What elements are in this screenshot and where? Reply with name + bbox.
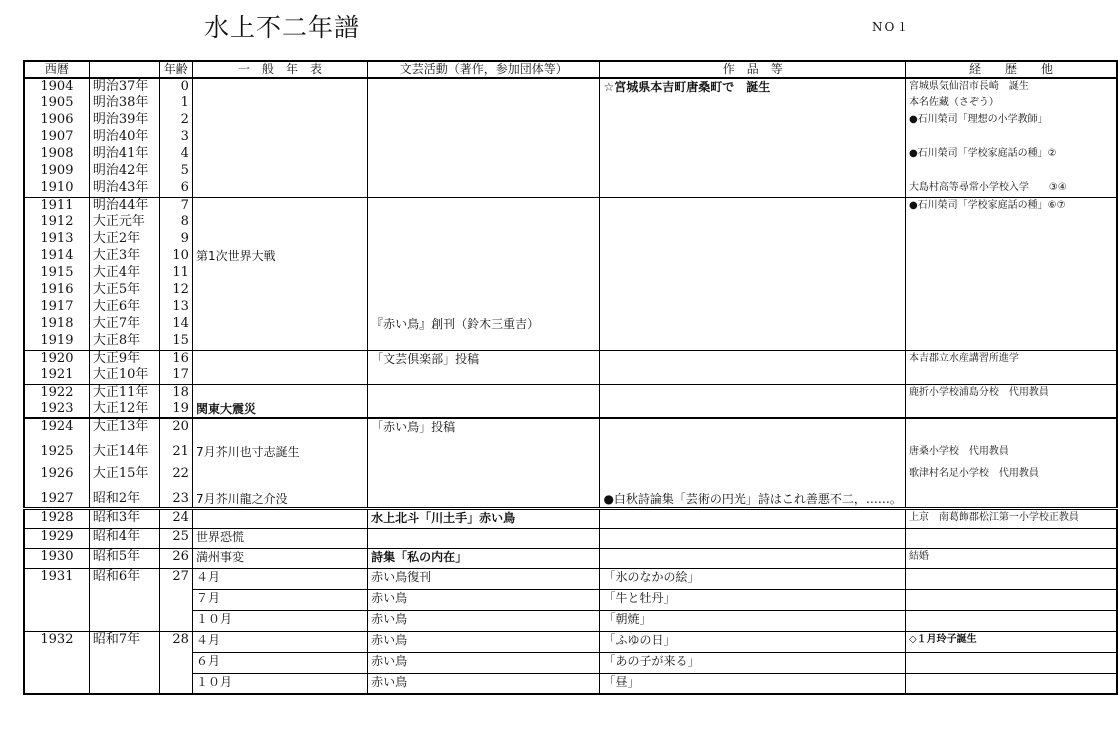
- cell-year: 1928: [24, 508, 89, 528]
- table-row: [24, 460, 1117, 482]
- cell-era: 大正14年: [89, 438, 159, 460]
- cell-era: 大正3年: [89, 248, 159, 265]
- cell-bungei: [368, 197, 600, 214]
- cell-career: [905, 163, 1117, 180]
- cell-works: ☆宮城県本吉町唐桑町で 誕生: [600, 78, 905, 95]
- cell-year: 1906: [24, 112, 89, 129]
- cell-age: 18: [159, 384, 192, 401]
- chronology-table: [23, 60, 1118, 695]
- cell-era: 昭和4年: [89, 528, 159, 548]
- cell-works: [600, 528, 905, 548]
- cell-year: 1913: [24, 231, 89, 248]
- cell-bungei: [368, 112, 600, 129]
- cell-age: 19: [159, 401, 192, 418]
- cell-general: １０月: [192, 610, 367, 631]
- cell-year: 1924: [24, 418, 89, 438]
- cell-year: 1912: [24, 214, 89, 231]
- cell-general: [192, 282, 367, 299]
- cell-year: 1925: [24, 438, 89, 460]
- cell-year: 1909: [24, 163, 89, 180]
- cell-general: [192, 316, 367, 333]
- cell-year: 1932: [24, 631, 89, 694]
- cell-general: [192, 163, 367, 180]
- table-row: [24, 180, 1117, 197]
- header-career: 経 歴 他: [905, 61, 1117, 78]
- cell-works: [600, 367, 905, 384]
- cell-bungei: 赤い鳥: [368, 652, 600, 673]
- cell-year: 1922: [24, 384, 89, 401]
- cell-works: [600, 214, 905, 231]
- cell-bungei: 赤い鳥復刊: [368, 568, 600, 589]
- cell-career: 結婚: [905, 548, 1117, 568]
- cell-era: 明治44年: [89, 197, 159, 214]
- cell-era: 大正元年: [89, 214, 159, 231]
- cell-general: [192, 112, 367, 129]
- cell-career: [905, 418, 1117, 438]
- cell-general: ７月: [192, 589, 367, 610]
- cell-general: [192, 350, 367, 367]
- cell-works: [600, 508, 905, 528]
- cell-works: 「朝焼」: [600, 610, 905, 631]
- cell-works: [600, 129, 905, 146]
- cell-bungei: [368, 163, 600, 180]
- cell-age: 12: [159, 282, 192, 299]
- cell-year: 1923: [24, 401, 89, 418]
- cell-era: 昭和7年: [89, 631, 159, 694]
- table-row: [24, 214, 1117, 231]
- cell-career: [905, 333, 1117, 350]
- cell-general: [192, 384, 367, 401]
- table-row: [24, 146, 1117, 163]
- cell-era: 昭和2年: [89, 482, 159, 508]
- cell-bungei: [368, 231, 600, 248]
- cell-career: [905, 316, 1117, 333]
- cell-bungei: [368, 146, 600, 163]
- cell-era: 大正8年: [89, 333, 159, 350]
- cell-works: [600, 350, 905, 367]
- cell-bungei: 詩集「私の内在」: [368, 548, 600, 568]
- table-row: [24, 548, 1117, 568]
- cell-career: [905, 673, 1117, 694]
- cell-era: 大正4年: [89, 265, 159, 282]
- table-row: [24, 231, 1117, 248]
- cell-era: 大正6年: [89, 299, 159, 316]
- cell-works: [600, 231, 905, 248]
- cell-career: 本吉郡立水産講習所進学: [905, 350, 1117, 367]
- cell-general: ４月: [192, 568, 367, 589]
- cell-age: 25: [159, 528, 192, 548]
- cell-year: 1920: [24, 350, 89, 367]
- cell-year: 1926: [24, 460, 89, 482]
- cell-year: 1907: [24, 129, 89, 146]
- page-title: 水上不二年譜: [204, 13, 361, 42]
- cell-career: [905, 248, 1117, 265]
- cell-era: 大正12年: [89, 401, 159, 418]
- cell-year: 1930: [24, 548, 89, 568]
- cell-bungei: [368, 248, 600, 265]
- cell-bungei: 「赤い鳥」投稿: [368, 418, 600, 438]
- cell-career: [905, 231, 1117, 248]
- cell-bungei: [368, 180, 600, 197]
- cell-bungei: [368, 482, 600, 508]
- table-row: [24, 367, 1117, 384]
- table-row: [24, 631, 1117, 652]
- cell-works: [600, 163, 905, 180]
- cell-bungei: 赤い鳥: [368, 673, 600, 694]
- cell-works: [600, 248, 905, 265]
- table-row: [24, 528, 1117, 548]
- cell-career: [905, 214, 1117, 231]
- cell-bungei: 水上北斗「川土手」赤い鳥: [368, 508, 600, 528]
- cell-general: [192, 231, 367, 248]
- cell-general: ４月: [192, 631, 367, 652]
- cell-works: [600, 316, 905, 333]
- table-row: [24, 384, 1117, 401]
- cell-career: 歌津村名足小学校 代用教員: [905, 460, 1117, 482]
- cell-bungei: 赤い鳥: [368, 589, 600, 610]
- table-row: [24, 401, 1117, 418]
- cell-works: 「あの子が来る」: [600, 652, 905, 673]
- cell-general: １０月: [192, 673, 367, 694]
- cell-era: 大正7年: [89, 316, 159, 333]
- cell-era: 明治42年: [89, 163, 159, 180]
- cell-year: 1904: [24, 78, 89, 95]
- cell-age: 21: [159, 438, 192, 460]
- cell-general: [192, 146, 367, 163]
- cell-age: 5: [159, 163, 192, 180]
- cell-general: 第1次世界大戦: [192, 248, 367, 265]
- cell-age: 28: [159, 631, 192, 694]
- cell-career: [905, 282, 1117, 299]
- cell-year: 1916: [24, 282, 89, 299]
- cell-era: 明治41年: [89, 146, 159, 163]
- cell-works: [600, 460, 905, 482]
- cell-career: 上京 南葛飾郡松江第一小学校正教員: [905, 508, 1117, 528]
- cell-era: 明治43年: [89, 180, 159, 197]
- cell-age: 4: [159, 146, 192, 163]
- cell-age: 24: [159, 508, 192, 528]
- cell-age: 20: [159, 418, 192, 438]
- cell-bungei: [368, 460, 600, 482]
- cell-year: 1910: [24, 180, 89, 197]
- cell-bungei: [368, 214, 600, 231]
- cell-year: 1921: [24, 367, 89, 384]
- table-row: [24, 568, 1117, 589]
- cell-age: 6: [159, 180, 192, 197]
- cell-age: 10: [159, 248, 192, 265]
- cell-general: [192, 214, 367, 231]
- cell-general: [192, 180, 367, 197]
- cell-bungei: [368, 265, 600, 282]
- cell-bungei: [368, 401, 600, 418]
- cell-age: 15: [159, 333, 192, 350]
- cell-general: 世界恐慌: [192, 528, 367, 548]
- cell-works: [600, 95, 905, 112]
- cell-general: [192, 367, 367, 384]
- table-row: [24, 418, 1117, 438]
- cell-bungei: [368, 299, 600, 316]
- header-works: 作 品 等: [600, 61, 905, 78]
- cell-bungei: [368, 367, 600, 384]
- cell-works: [600, 265, 905, 282]
- cell-career: [905, 367, 1117, 384]
- cell-works: [600, 333, 905, 350]
- cell-general: 7月芥川也寸志誕生: [192, 438, 367, 460]
- cell-general: ６月: [192, 652, 367, 673]
- cell-era: 昭和5年: [89, 548, 159, 568]
- cell-bungei: 『赤い鳥』創刊（鈴木三重吉）: [368, 316, 600, 333]
- cell-career: 鹿折小学校浦島分校 代用教員: [905, 384, 1117, 401]
- cell-works: 「昼」: [600, 673, 905, 694]
- cell-career: [905, 610, 1117, 631]
- cell-era: 大正13年: [89, 418, 159, 438]
- header-age: 年齢: [159, 61, 192, 78]
- cell-career: [905, 401, 1117, 418]
- cell-career: [905, 528, 1117, 548]
- cell-era: 明治38年: [89, 95, 159, 112]
- cell-works: [600, 401, 905, 418]
- table-row: [24, 197, 1117, 214]
- cell-works: [600, 180, 905, 197]
- cell-era: 明治39年: [89, 112, 159, 129]
- cell-general: [192, 418, 367, 438]
- cell-age: 9: [159, 231, 192, 248]
- cell-career: [905, 568, 1117, 589]
- cell-works: [600, 146, 905, 163]
- cell-general: [192, 95, 367, 112]
- cell-year: 1927: [24, 482, 89, 508]
- header-bungei: 文芸活動（著作，参加団体等）: [368, 61, 600, 78]
- cell-bungei: [368, 282, 600, 299]
- cell-general: 7月芥川龍之介没: [192, 482, 367, 508]
- cell-works: [600, 548, 905, 568]
- cell-general: 関東大震災: [192, 401, 367, 418]
- cell-career: 大島村高等尋常小学校入学 ③④: [905, 180, 1117, 197]
- cell-career: ●石川榮司「学校家庭話の種」⑥⑦: [905, 197, 1117, 214]
- cell-works: ●白秋詩論集「芸術の円光」詩はこれ善悪不二，……。: [600, 482, 905, 508]
- cell-age: 16: [159, 350, 192, 367]
- cell-career: [905, 482, 1117, 508]
- header-general: 一 般 年 表: [192, 61, 367, 78]
- cell-general: [192, 78, 367, 95]
- cell-year: 1917: [24, 299, 89, 316]
- table-row: [24, 299, 1117, 316]
- cell-general: [192, 265, 367, 282]
- cell-career: 宮城県気仙沼市長崎 誕生 本名佐藏（さぞう）: [905, 78, 1117, 112]
- cell-career: [905, 129, 1117, 146]
- cell-general: [192, 460, 367, 482]
- cell-era: 明治37年: [89, 78, 159, 95]
- table-row: [24, 78, 1117, 95]
- table-row: [24, 163, 1117, 180]
- cell-bungei: [368, 384, 600, 401]
- cell-bungei: [368, 438, 600, 460]
- cell-career: [905, 652, 1117, 673]
- cell-age: 11: [159, 265, 192, 282]
- cell-works: [600, 384, 905, 401]
- cell-era: 大正15年: [89, 460, 159, 482]
- cell-bungei: [368, 95, 600, 112]
- table-row: [24, 248, 1117, 265]
- cell-bungei: [368, 528, 600, 548]
- cell-works: [600, 438, 905, 460]
- cell-era: 大正10年: [89, 367, 159, 384]
- cell-bungei: [368, 78, 600, 95]
- cell-age: 22: [159, 460, 192, 482]
- cell-works: 「牛と牡丹」: [600, 589, 905, 610]
- cell-age: 7: [159, 197, 192, 214]
- cell-era: 昭和6年: [89, 568, 159, 631]
- cell-era: 大正2年: [89, 231, 159, 248]
- cell-bungei: [368, 129, 600, 146]
- cell-general: [192, 129, 367, 146]
- cell-era: 大正11年: [89, 384, 159, 401]
- table-row: [24, 438, 1117, 460]
- cell-era: 大正9年: [89, 350, 159, 367]
- cell-works: [600, 112, 905, 129]
- cell-general: [192, 299, 367, 316]
- cell-career: [905, 589, 1117, 610]
- cell-career: [905, 299, 1117, 316]
- cell-age: 26: [159, 548, 192, 568]
- cell-career: 唐桑小学校 代用教員: [905, 438, 1117, 460]
- cell-career: ●石川榮司「理想の小学教師」: [905, 112, 1117, 129]
- cell-bungei: 「文芸倶楽部」投稿: [368, 350, 600, 367]
- cell-year: 1914: [24, 248, 89, 265]
- cell-age: 14: [159, 316, 192, 333]
- cell-general: [192, 508, 367, 528]
- cell-general: 満州事変: [192, 548, 367, 568]
- cell-year: 1919: [24, 333, 89, 350]
- cell-age: 13: [159, 299, 192, 316]
- cell-age: 27: [159, 568, 192, 631]
- table-row: [24, 112, 1117, 129]
- cell-age: 1: [159, 95, 192, 112]
- table-row: [24, 350, 1117, 367]
- table-row: [24, 333, 1117, 350]
- cell-general: [192, 197, 367, 214]
- cell-year: 1929: [24, 528, 89, 548]
- cell-career: ◇１月玲子誕生: [905, 631, 1117, 652]
- cell-year: 1908: [24, 146, 89, 163]
- cell-bungei: [368, 333, 600, 350]
- table-row: [24, 482, 1117, 508]
- cell-bungei: 赤い鳥: [368, 610, 600, 631]
- table-row: [24, 508, 1117, 528]
- header-era: [89, 61, 159, 78]
- table-row: [24, 282, 1117, 299]
- cell-year: 1911: [24, 197, 89, 214]
- table-row: [24, 265, 1117, 282]
- cell-era: 大正5年: [89, 282, 159, 299]
- cell-works: [600, 282, 905, 299]
- cell-age: 8: [159, 214, 192, 231]
- page-number: NO１: [872, 20, 911, 34]
- cell-age: 0: [159, 78, 192, 95]
- cell-age: 17: [159, 367, 192, 384]
- cell-age: 3: [159, 129, 192, 146]
- table-row: [24, 129, 1117, 146]
- cell-works: [600, 197, 905, 214]
- table-row: [24, 316, 1117, 333]
- cell-works: [600, 418, 905, 438]
- header-seireki: 西暦: [24, 61, 89, 78]
- cell-works: 「氷のなかの絵」: [600, 568, 905, 589]
- cell-year: 1931: [24, 568, 89, 631]
- cell-year: 1905: [24, 95, 89, 112]
- cell-year: 1915: [24, 265, 89, 282]
- cell-age: 2: [159, 112, 192, 129]
- cell-career: [905, 265, 1117, 282]
- cell-bungei: 赤い鳥: [368, 631, 600, 652]
- cell-career: ●石川榮司「学校家庭話の種」②: [905, 146, 1117, 163]
- cell-works: [600, 299, 905, 316]
- cell-era: 昭和3年: [89, 508, 159, 528]
- cell-era: 明治40年: [89, 129, 159, 146]
- cell-works: 「ふゆの日」: [600, 631, 905, 652]
- cell-year: 1918: [24, 316, 89, 333]
- cell-age: 23: [159, 482, 192, 508]
- cell-general: [192, 333, 367, 350]
- table-header-row: [24, 61, 1117, 78]
